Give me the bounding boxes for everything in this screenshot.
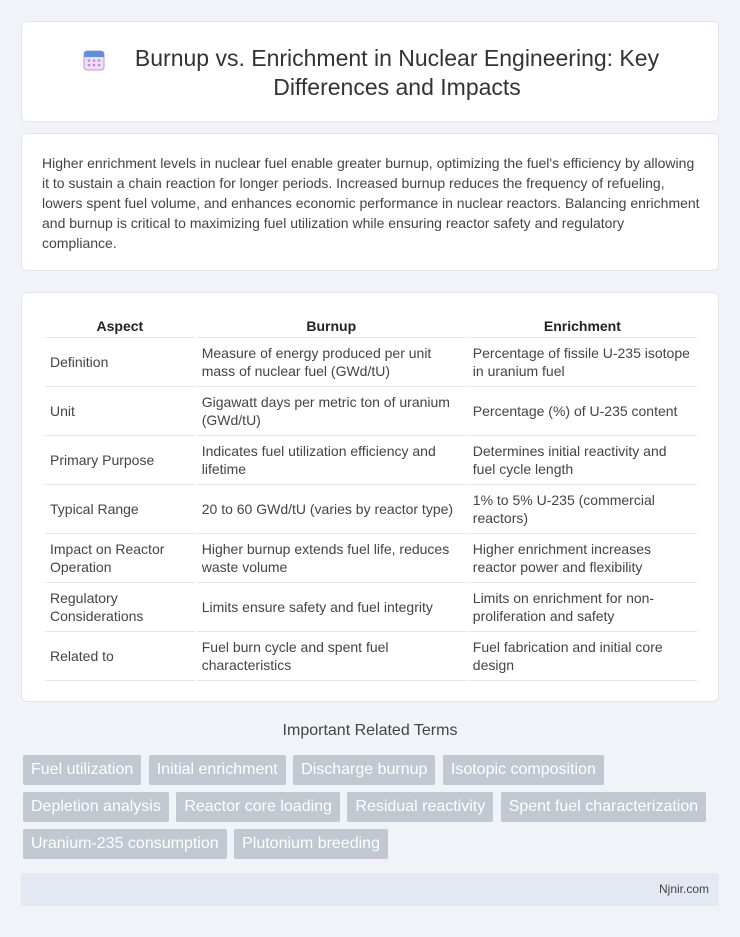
table-cell-aspect: Unit [45,387,195,436]
table-cell-aspect: Typical Range [45,485,195,534]
table-cell-enrichment: 1% to 5% U-235 (commercial reactors) [468,485,697,534]
table-cell-burnup: Limits ensure safety and fuel integrity [197,583,466,632]
table-cell-aspect: Impact on Reactor Operation [45,534,195,583]
term-tag[interactable]: Depletion analysis [23,792,169,822]
term-tag[interactable]: Reactor core loading [176,792,340,822]
term-tag[interactable]: Spent fuel characterization [501,792,706,822]
term-tag[interactable]: Uranium-235 consumption [23,829,227,859]
table-cell-burnup: Measure of energy produced per unit mass of nuclear fuel (GWd/tU) [197,338,466,387]
table-cell-burnup: Higher burnup extends fuel life, reduces waste volume [197,534,466,583]
term-tag[interactable]: Initial enrichment [149,755,286,785]
term-tag[interactable]: Plutonium breeding [234,829,388,859]
related-terms-heading: Important Related Terms [282,722,458,739]
table-cell-burnup: 20 to 60 GWd/tU (varies by reactor type) [197,485,466,534]
calendar-icon [82,48,106,72]
table-cell-enrichment: Fuel fabrication and initial core design [468,632,697,681]
table-cell-burnup: Gigawatt days per metric ton of uranium (GWd/tU) [197,387,466,436]
footer [21,873,719,906]
table-header-row [45,314,697,338]
table-cell-enrichment: Percentage of fissile U-235 isotope in uranium fuel [468,338,697,387]
page-title: Burnup vs. Enrichment in Nuclear Engineering: Key Differences and Impacts [134,45,660,100]
table-cell-burnup: Indicates fuel utilization efficiency and lifetime [197,436,466,485]
table-cell-enrichment: Limits on enrichment for non-proliferation and safety [468,583,697,632]
term-tag[interactable]: Fuel utilization [23,755,141,785]
table-row [45,387,697,436]
table-row [45,436,697,485]
table-row [45,632,697,681]
table-row [45,338,697,387]
summary-card [21,133,719,271]
term-tag[interactable]: Residual reactivity [347,792,493,822]
table-row [45,583,697,632]
header-enrichment: Enrichment [468,314,697,338]
footer-site-link[interactable]: Njnir.com [658,882,709,896]
table-cell-enrichment: Higher enrichment increases reactor power and flexibility [468,534,697,583]
table-cell-aspect: Primary Purpose [45,436,195,485]
header-burnup: Burnup [197,314,466,338]
table-row [45,485,697,534]
term-tag[interactable]: Isotopic composition [443,755,604,785]
comparison-table-card [21,292,719,702]
related-terms-list [23,755,723,866]
table-cell-aspect: Regulatory Considerations [45,583,195,632]
table-cell-aspect: Definition [45,338,195,387]
table-cell-burnup: Fuel burn cycle and spent fuel characteristics [197,632,466,681]
summary-paragraph: Higher enrichment levels in nuclear fuel enable greater burnup, optimizing the fuel's efficiency by allowing it to sustain a chain reaction for longer periods. Increased burnup reduces the frequency of refueling, lowers spent fuel volume, and enhances economic performance in nuclear reactors. Balancing enrichment and burnup is critical to maximizing fuel utilization while ensuring reactor safety and regulatory compliance. [42,155,700,251]
term-tag[interactable]: Discharge burnup [293,755,435,785]
table-cell-enrichment: Determines initial reactivity and fuel cycle length [468,436,697,485]
header-aspect: Aspect [45,314,195,338]
table-cell-aspect: Related to [45,632,195,681]
table-row [45,534,697,583]
table-cell-enrichment: Percentage (%) of U-235 content [468,387,697,436]
title-card [21,21,719,122]
comparison-table [43,314,699,681]
